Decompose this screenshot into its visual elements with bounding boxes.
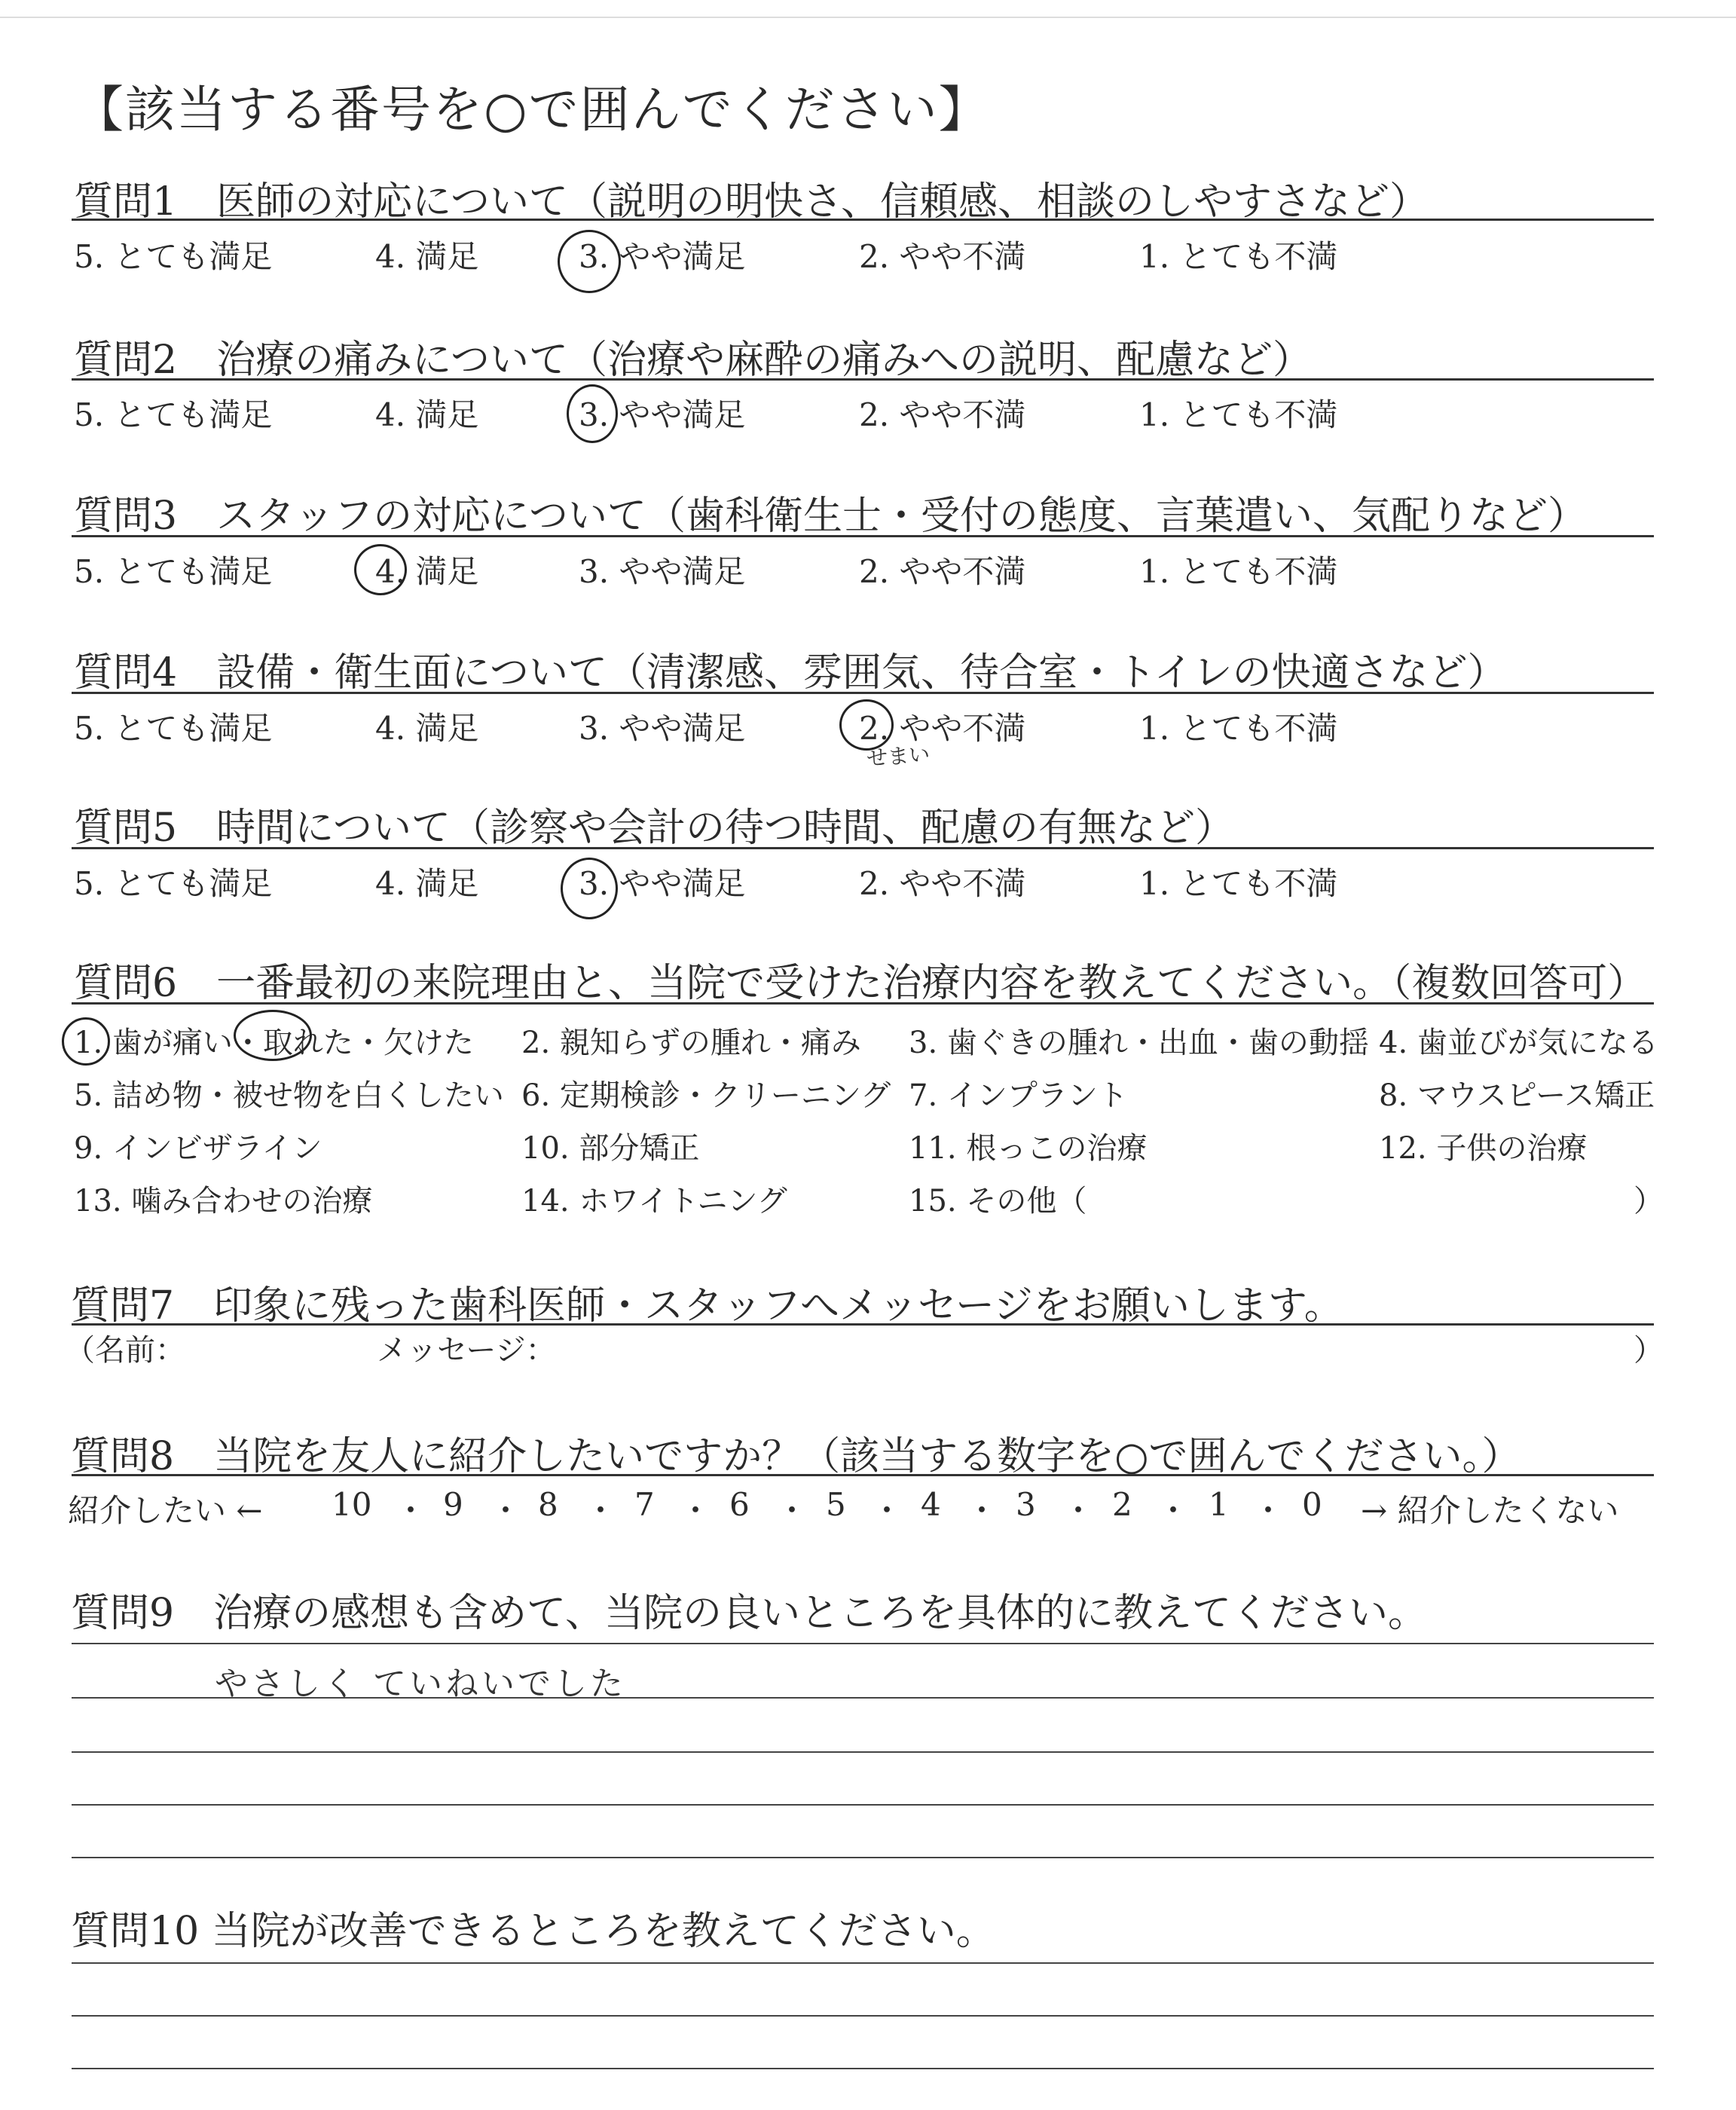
q6-item-1-sub-circle [234, 1010, 312, 1061]
q9-answer-line-2 [72, 1697, 1654, 1699]
q6-item-6[interactable]: 6. 定期検診・クリーニング [521, 1078, 891, 1113]
q8-scale-sep: ・ [680, 1492, 712, 1529]
question-4-rule [72, 692, 1654, 694]
q10-answer-line-2 [72, 2015, 1654, 2017]
q8-scale-9[interactable]: 9 [443, 1486, 463, 1523]
q8-scale-5[interactable]: 5 [826, 1486, 846, 1523]
q10-answer-line-1 [72, 1962, 1654, 1964]
q6-item-7[interactable]: 7. インプラント [909, 1078, 1128, 1113]
question-5-heading: 質問5 時間について（診察や会計の待つ時間、配慮の有無など） [74, 806, 1235, 851]
q8-scale-3[interactable]: 3 [1016, 1486, 1036, 1523]
q6-item-1[interactable]: 1. 歯が痛い・取れた・欠けた [74, 1026, 474, 1060]
q8-scale-0[interactable]: 0 [1302, 1486, 1322, 1523]
q5-option-2[interactable]: 2. やや不満 [859, 865, 1026, 902]
q9-answer-line-1 [72, 1643, 1654, 1644]
question-1-heading: 質問1 医師の対応について（説明の明快さ、信頼感、相談のしやすさなど） [74, 179, 1429, 225]
question-6-heading: 質問6 一番最初の来院理由と、当院で受けた治療内容を教えてください。（複数回答可） [74, 961, 1647, 1006]
q2-option-3[interactable]: 3. やや満足 [579, 396, 746, 433]
q2-answer-circle [567, 384, 618, 443]
q6-item-4[interactable]: 4. 歯並びが気になる [1379, 1026, 1658, 1060]
q4-handwritten-note: せまい [866, 742, 931, 771]
q1-option-4[interactable]: 4. 満足 [375, 238, 479, 275]
q10-answer-line-3 [72, 2068, 1654, 2069]
q8-scale-7[interactable]: 7 [634, 1486, 655, 1523]
scan-top-edge [0, 17, 1736, 18]
q4-option-5[interactable]: 5. とても満足 [74, 710, 273, 747]
q3-option-1[interactable]: 1. とても不満 [1139, 553, 1338, 590]
question-7-rule [72, 1323, 1654, 1326]
q2-option-2[interactable]: 2. やや不満 [859, 396, 1026, 433]
q8-scale-8[interactable]: 8 [538, 1486, 558, 1523]
q9-answer-line-5 [72, 1857, 1654, 1858]
question-2-heading: 質問2 治療の痛みについて（治療や麻酔の痛みへの説明、配慮など） [74, 338, 1313, 383]
q8-scale-6[interactable]: 6 [729, 1486, 750, 1523]
q3-answer-circle [354, 544, 407, 595]
q8-scale-sep: ・ [966, 1492, 998, 1529]
q8-scale-2[interactable]: 2 [1112, 1486, 1132, 1523]
q3-option-5[interactable]: 5. とても満足 [74, 553, 273, 590]
question-5-rule [72, 847, 1654, 849]
q6-other-close-paren: ） [1634, 1184, 1664, 1219]
q7-close-paren: ） [1634, 1333, 1664, 1368]
q8-left-label: 紹介したい ← [68, 1492, 263, 1529]
q5-option-3[interactable]: 3. やや満足 [579, 865, 746, 902]
q8-scale-sep: ・ [1062, 1492, 1095, 1529]
q7-message-label: メッセージ： [377, 1333, 556, 1368]
question-6-rule [72, 1002, 1654, 1005]
q6-item-13[interactable]: 13. 噛み合わせの治療 [74, 1184, 373, 1219]
q3-option-4[interactable]: 4. 満足 [375, 553, 479, 590]
q8-scale-sep: ・ [395, 1492, 427, 1529]
q4-option-4[interactable]: 4. 満足 [375, 710, 479, 747]
q1-answer-circle [558, 230, 621, 293]
q5-option-5[interactable]: 5. とても満足 [74, 865, 273, 902]
q6-item-3[interactable]: 3. 歯ぐきの腫れ・出血・歯の動揺 [909, 1026, 1369, 1060]
question-10-heading: 質問10 当院が改善できるところを教えてください。 [71, 1909, 995, 1954]
q9-answer-line-4 [72, 1804, 1654, 1806]
page-title: 【該当する番号を○で囲んでください】 [74, 81, 990, 139]
q8-scale-sep: ・ [490, 1492, 522, 1529]
q5-option-4[interactable]: 4. 満足 [375, 865, 479, 902]
q4-option-1[interactable]: 1. とても不満 [1139, 710, 1338, 747]
q3-option-3[interactable]: 3. やや満足 [579, 553, 746, 590]
q8-scale-sep: ・ [776, 1492, 808, 1529]
q4-option-3[interactable]: 3. やや満足 [579, 710, 746, 747]
question-8-heading: 質問8 当院を友人に紹介したいですか？（該当する数字を○で囲んでください。） [71, 1434, 1521, 1479]
q1-option-5[interactable]: 5. とても満足 [74, 238, 273, 275]
q6-item-10[interactable]: 10. 部分矯正 [521, 1131, 700, 1166]
q4-option-2[interactable]: 2. やや不満 [859, 710, 1026, 747]
q6-item-12[interactable]: 12. 子供の治療 [1379, 1131, 1588, 1166]
question-3-heading: 質問3 スタッフの対応について（歯科衛生士・受付の態度、言葉遣い、気配りなど） [74, 494, 1588, 539]
q8-scale-sep: ・ [1157, 1492, 1190, 1529]
q2-option-5[interactable]: 5. とても満足 [74, 396, 273, 433]
q2-option-4[interactable]: 4. 満足 [375, 396, 479, 433]
q2-option-1[interactable]: 1. とても不満 [1139, 396, 1338, 433]
question-8-rule [72, 1474, 1654, 1476]
q6-item-14[interactable]: 14. ホワイトニング [521, 1184, 787, 1219]
question-2-rule [72, 378, 1654, 381]
question-9-heading: 質問9 治療の感想も含めて、当院の良いところを具体的に教えてください。 [71, 1591, 1428, 1636]
q5-answer-circle [561, 858, 618, 919]
q6-item-11[interactable]: 11. 根っこの治療 [909, 1131, 1148, 1166]
q1-option-3[interactable]: 3. やや満足 [579, 238, 746, 275]
q6-item-9[interactable]: 9. インビザライン [74, 1131, 322, 1166]
q9-answer-line-3 [72, 1751, 1654, 1753]
q8-scale-sep: ・ [585, 1492, 617, 1529]
question-4-heading: 質問4 設備・衛生面について（清潔感、雰囲気、待合室・トイレの快適さなど） [74, 650, 1507, 696]
q9-handwritten-answer[interactable]: やさしく ていねいでした [215, 1665, 626, 1703]
q6-item-1-circle [62, 1017, 110, 1066]
question-3-rule [72, 535, 1654, 537]
q3-option-2[interactable]: 2. やや不満 [859, 553, 1026, 590]
q6-item-15-other[interactable]: 15. その他（ [909, 1184, 1087, 1219]
q7-name-label: （名前： [65, 1333, 185, 1368]
question-1-rule [72, 219, 1654, 221]
q1-option-1[interactable]: 1. とても不満 [1139, 238, 1338, 275]
q1-option-2[interactable]: 2. やや不満 [859, 238, 1026, 275]
q6-item-5[interactable]: 5. 詰め物・被せ物を白くしたい [74, 1078, 504, 1113]
q8-scale-4[interactable]: 4 [921, 1486, 941, 1523]
q8-scale-sep: ・ [1252, 1492, 1285, 1529]
q8-scale-1[interactable]: 1 [1209, 1486, 1229, 1523]
q8-right-label: → 紹介したくない [1361, 1492, 1619, 1529]
q8-scale-10[interactable]: 10 [332, 1486, 372, 1523]
q6-item-2[interactable]: 2. 親知らずの腫れ・痛み [521, 1026, 861, 1060]
q5-option-1[interactable]: 1. とても不満 [1139, 865, 1338, 902]
q8-scale-sep: ・ [871, 1492, 903, 1529]
question-7-heading: 質問7 印象に残った歯科医師・スタッフへメッセージをお願いします。 [71, 1283, 1343, 1329]
q6-item-8[interactable]: 8. マウスピース矯正 [1379, 1078, 1655, 1113]
